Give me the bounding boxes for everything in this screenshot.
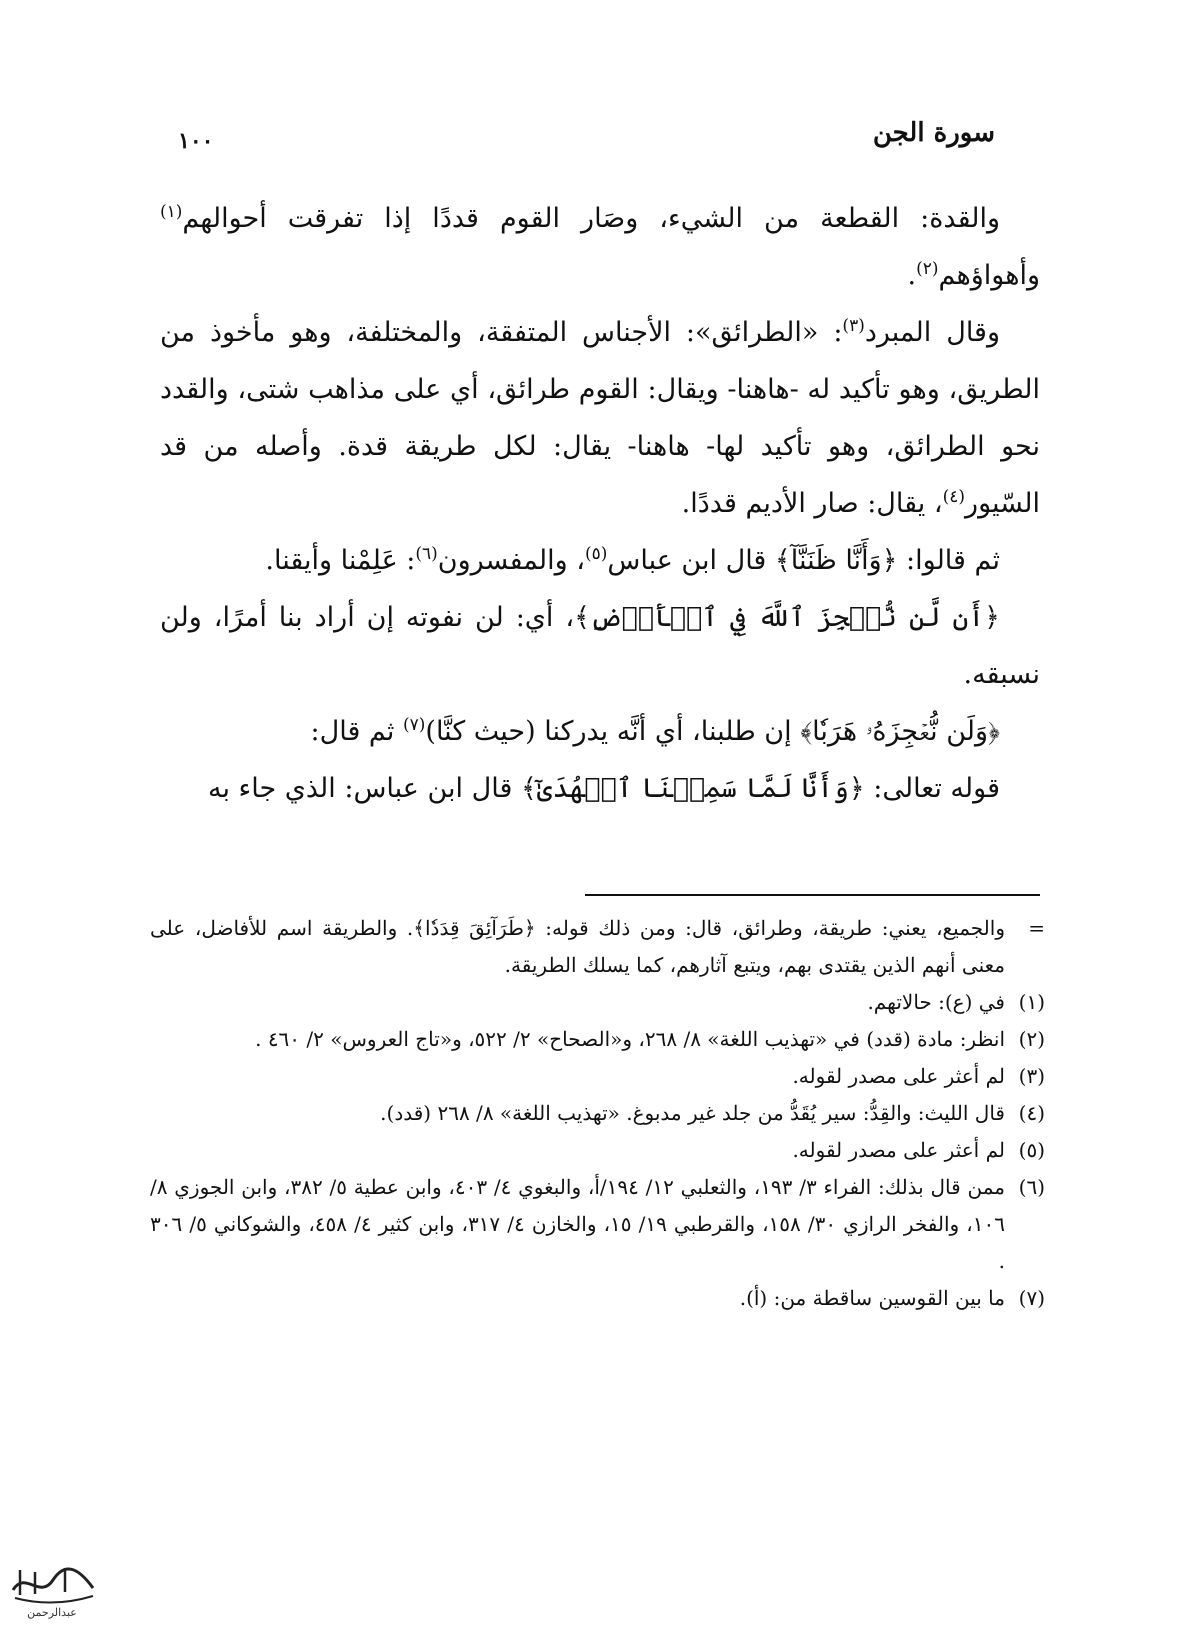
page-number: ١٠٠ — [178, 128, 214, 154]
paragraph-6: قوله تعالى: ﴿وَأَنَّا لَمَّا سَمِعۡنَا ٱلۡهُدَىٰٓ﴾ قال ابن عباس: الذي جاء به — [207, 773, 1000, 804]
footnote-ref-3[interactable]: (٣) — [842, 316, 865, 336]
surah-title: سورة الجن — [872, 118, 995, 148]
footnote-number: (٣) — [1018, 1064, 1045, 1088]
quran-verse: ﴿وَلَن نُّعۡجِزَهُۥ هَرَبٗا﴾ — [800, 716, 1000, 747]
footnote-text: قال الليث: والقِدُّ: سير يُقَدُّ من جلد غير مدبوغ. «تهذيب اللغة» ٨/ ٢٦٨ (قدد). — [380, 1101, 1005, 1125]
footnotes — [150, 910, 1045, 1317]
footnote-2 — [150, 1021, 1045, 1058]
publisher-logo — [5, 1550, 100, 1620]
footnote-text: لم أعثر على مصدر لقوله. — [792, 1138, 1005, 1162]
paragraph-5: ﴿وَلَن نُّعۡجِزَهُۥ هَرَبٗا﴾ إن طلبنا، أي أنَّه يدركنا (حيث كنَّا)$^{(٧)}$ ثم قال: — [310, 715, 1000, 747]
footnote-number: (٥) — [1018, 1138, 1045, 1162]
footnote-6 — [150, 1169, 1045, 1280]
footnote-3 — [150, 1058, 1045, 1095]
main-text — [160, 190, 1040, 817]
footnote-text: انظر: مادة (قدد) في «تهذيب اللغة» ٨/ ٢٦٨، و«الصحاح» ٢/ ٥٢٢، و«تاج العروس» ٢/ ٤٦٠ . — [255, 1027, 1005, 1051]
paragraph-3: ثم قالوا: ﴿وَأَنَّا ظَنَنَّآ﴾ قال ابن عباس$^{(٥)}$، والمفسرون$^{(٦)}$: عَلِمْنا وأيقنا. — [265, 544, 1000, 576]
footnote-number: (٧) — [1018, 1286, 1045, 1310]
footnote-text: ما بين القوسين ساقطة من: (أ). — [739, 1286, 1005, 1310]
quran-verse: ﴿وَأَنَّا ظَنَنَّآ﴾ — [774, 545, 898, 576]
footnote-ref-5[interactable]: (٥) — [584, 544, 608, 564]
paragraph-4: ﴿أَن لَّن نُّعۡجِزَ ٱللَّهَ فِي ٱلۡأَرۡضِ﴾، أي: لن نفوته إن أراد بنا أمرًا، ولن نسبقه. — [160, 602, 1040, 690]
footnote-7 — [150, 1280, 1045, 1317]
logo-subtitle: عبدالرحمن — [27, 1606, 77, 1619]
footnote-text: في (ع): حالاتهم. — [867, 990, 1005, 1014]
footnote-ref-4[interactable]: (٤) — [942, 487, 966, 507]
footnote-number: (٦) — [1018, 1175, 1045, 1199]
quran-verse: ﴿أَن لَّن نُّعۡجِزَ ٱللَّهَ فِي ٱلۡأَرۡضِ﴾ — [574, 602, 1000, 633]
paragraph-1: والقدة: القطعة من الشيء، وصَار القوم قددًا إذا تفرقت أحوالهم$^{(١)}$ وأهواؤهم$^{(٢)}$. — [160, 202, 1040, 291]
footnote-ref-1[interactable]: (١) — [160, 202, 183, 222]
footnote-text: ممن قال بذلك: الفراء ٣/ ١٩٣، والثعلبي ١٢/ ١٩٤/أ، والبغوي ٤/ ٤٠٣، وابن عطية ٥/ ٣٨٢، وابن الجوزي ٨/ ١٠٦، والفخر الرازي ٣٠/ ١٥٨، والقرطبي ١٩/ ١٥، والخازن ٤/ ٣١٧، وابن كثير ٤/ ٤٥٨، والشوكاني ٥/ ٣٠٦ . — [150, 1175, 1005, 1273]
footnote-1 — [150, 984, 1045, 1021]
footnote-number: (٤) — [1018, 1101, 1045, 1125]
page-header — [160, 118, 1025, 158]
footnote-5 — [150, 1132, 1045, 1169]
footnote-number: (١) — [1018, 990, 1045, 1014]
footnote-ref-6[interactable]: (٦) — [415, 544, 438, 564]
footnote-separator — [585, 894, 1040, 896]
footnote-text: لم أعثر على مصدر لقوله. — [792, 1064, 1005, 1088]
paragraph-2: وقال المبرد$^{(٣)}$: «الطرائق»: الأجناس المتفقة، والمختلفة، وهو مأخوذ من الطريق، وهو تأكيد له -هاهنا- ويقال: القوم طرائق، أي على مذاهب شتى، والقدد نحو الطرائق، وهو تأكيد لها- هاهنا- يقال: لكل طريقة قدة. وأصله من قد السّيور$^{(٤)}$، يقال: صار الأديم قددًا. — [160, 316, 1040, 519]
footnote-4 — [150, 1095, 1045, 1132]
continuation-mark: = — [1028, 916, 1045, 940]
footnote-continuation: = والجميع، يعني: طريقة، وطرائق، قال: ومن ذلك قوله: ﴿طَرَآئِقَ قِدَدٗا﴾. والطريقة اسم للأفاضل، على معنى أنهم الذين يقتدى بهم، ويتبع آثارهم، كما يسلك الطريقة. — [150, 910, 1045, 984]
footnote-number: (٢) — [1018, 1027, 1045, 1051]
footnote-ref-7[interactable]: (٧) — [403, 715, 426, 735]
footnote-ref-2[interactable]: (٢) — [916, 259, 939, 279]
quran-verse: ﴿وَأَنَّا لَمَّا سَمِعۡنَا ٱلۡهُدَىٰٓ﴾ — [520, 773, 865, 804]
